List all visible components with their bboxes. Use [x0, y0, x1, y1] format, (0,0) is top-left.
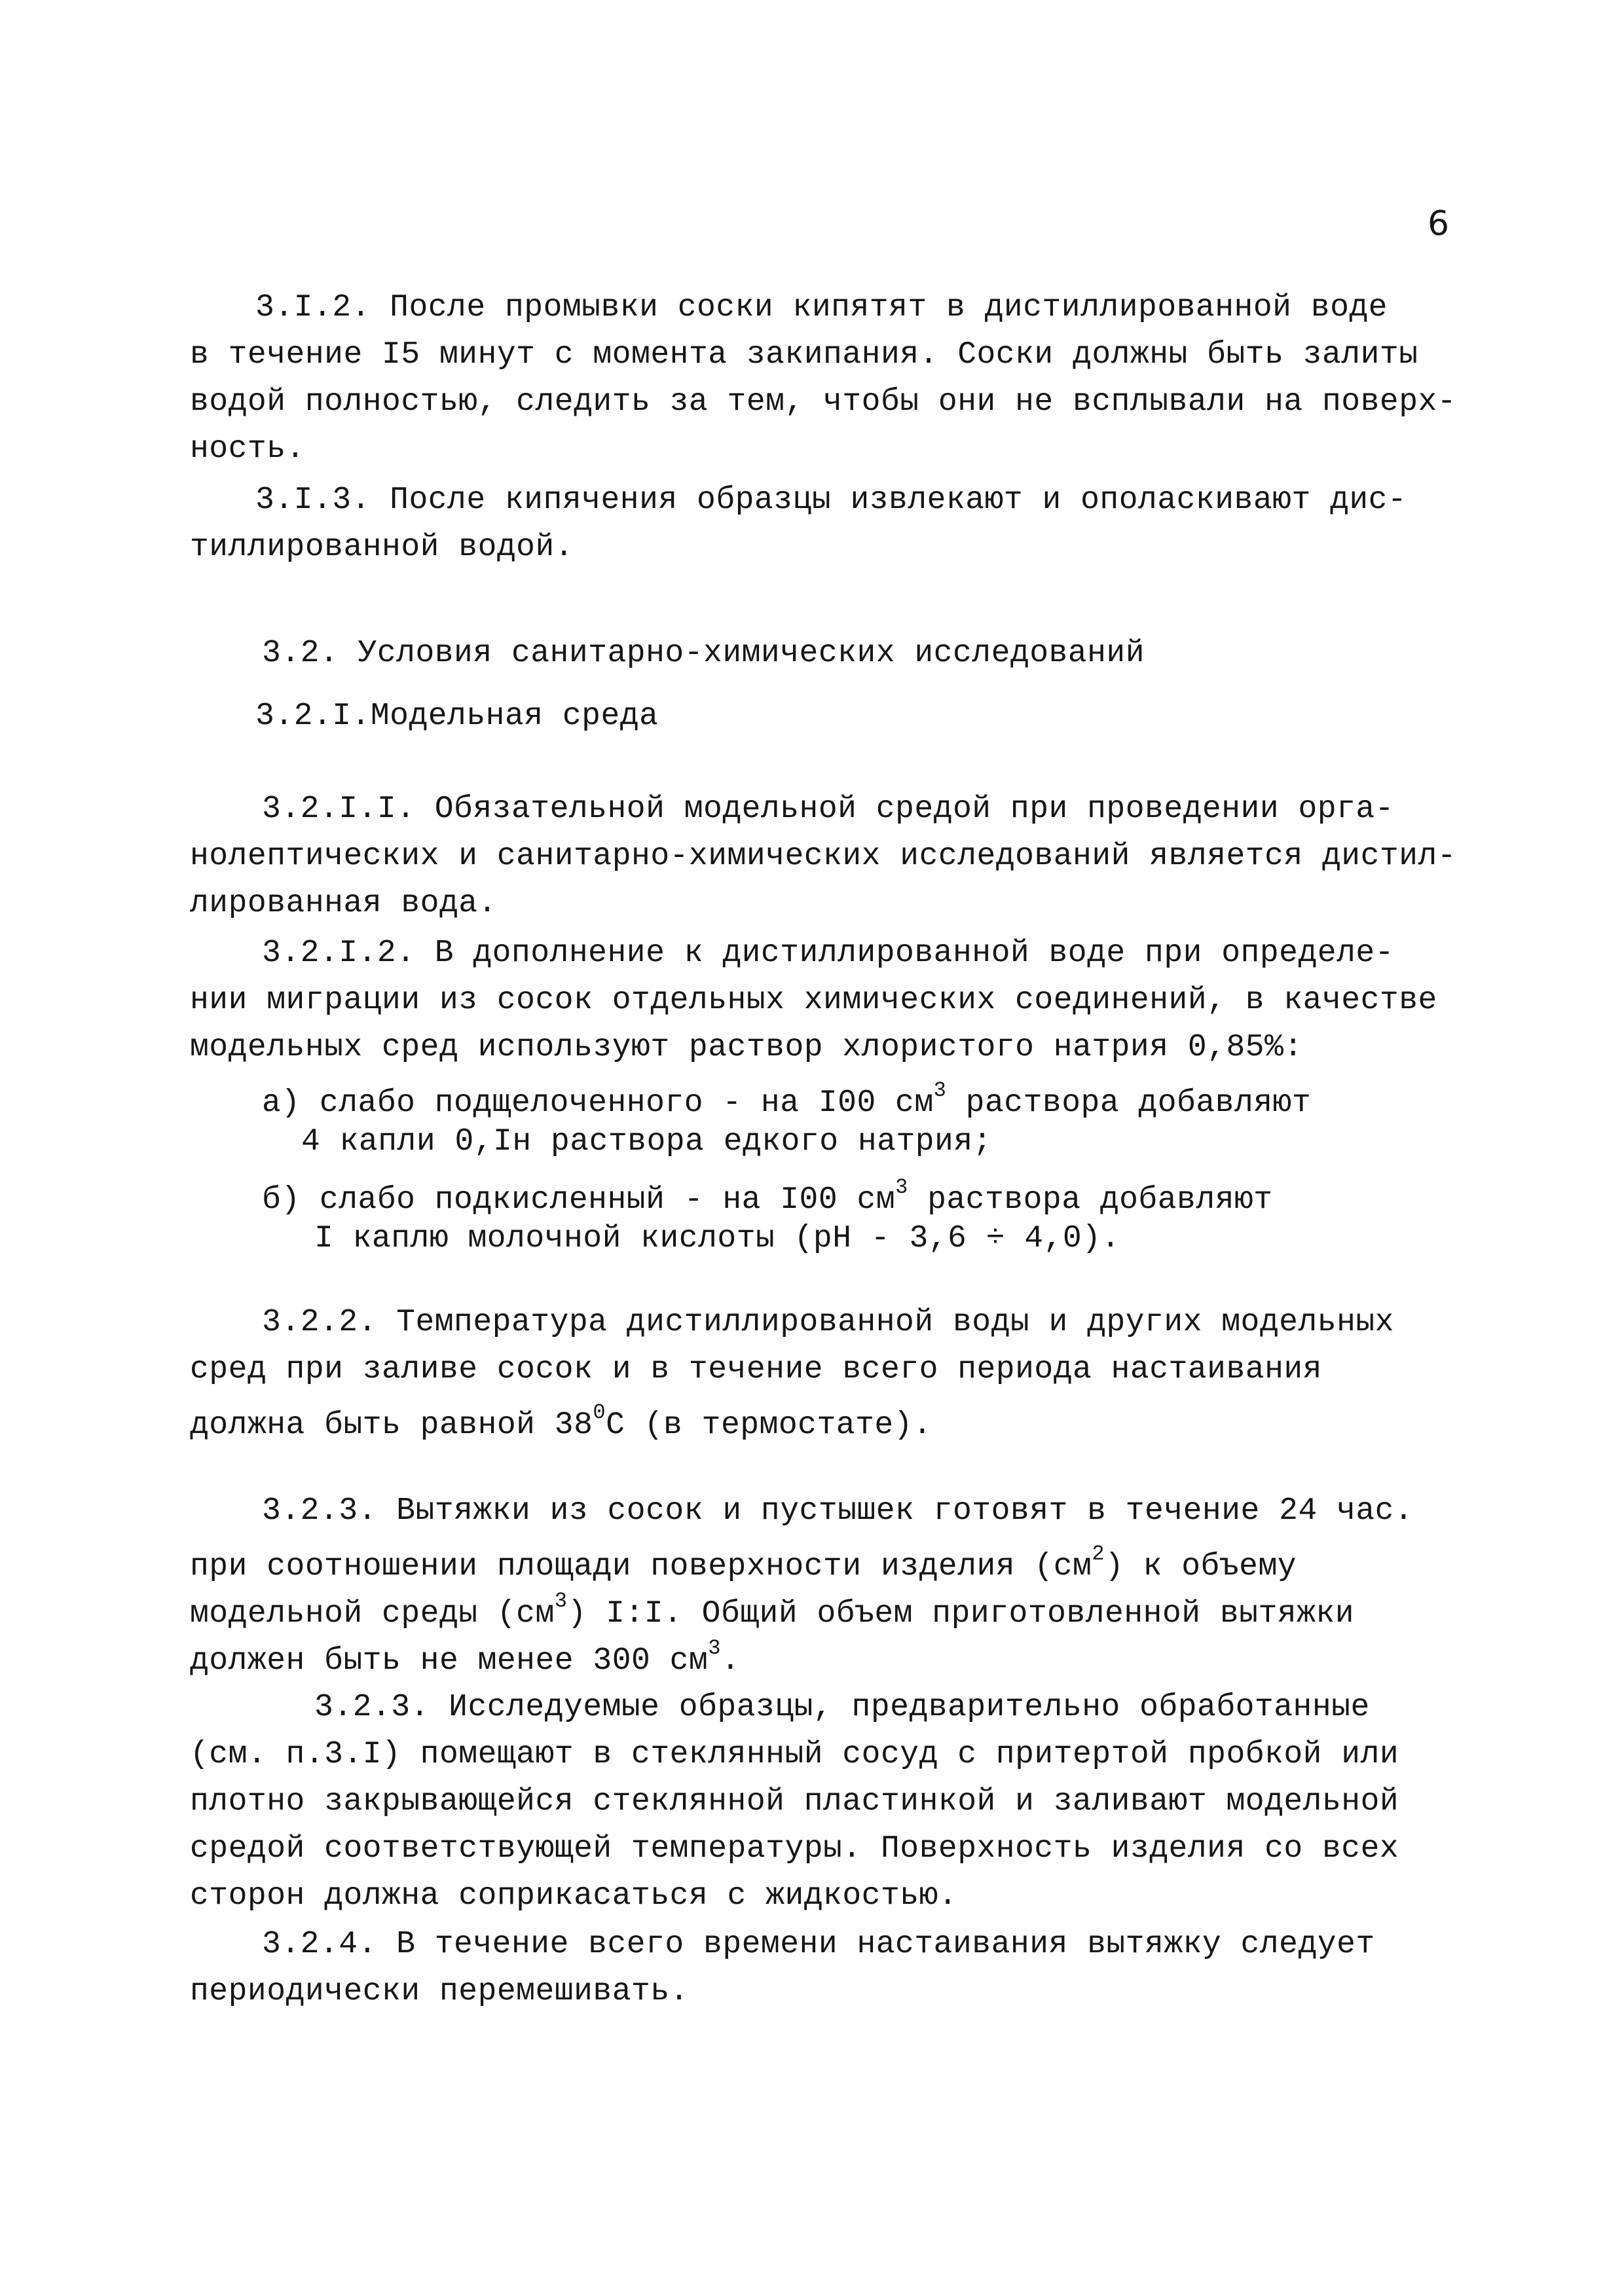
- text-line: [190, 1539, 1297, 1586]
- text-line: [190, 1397, 932, 1445]
- text-line: плотно закрывающейся стеклянной пластинкой и заливают модельной: [190, 1784, 1399, 1819]
- section-heading: 3.2. Условия санитарно-химических исследований: [262, 636, 1145, 671]
- superscript: 3: [554, 1589, 568, 1613]
- text-line: водой полностью, следить за тем, чтобы они не всплывали на поверх-: [190, 384, 1457, 420]
- text-line: средой соответствующей температуры. Поверхность изделия со всех: [190, 1831, 1399, 1867]
- text-fragment: должна быть равной 38: [190, 1408, 593, 1443]
- text-line: 3.2.3. Вытяжки из сосок и пустышек готовят в течение 24 час.: [262, 1493, 1414, 1529]
- text-line: 3.2.3. Исследуемые образцы, предварительно обработанные: [314, 1690, 1370, 1725]
- superscript: 2: [1092, 1542, 1105, 1566]
- text-line: (см. п.3.I) помещают в стеклянный сосуд с притертой пробкой или: [190, 1737, 1399, 1772]
- text-line: [190, 1633, 740, 1681]
- text-line: 3.2.2. Температура дистиллированной воды и других модельных: [262, 1305, 1394, 1340]
- text-line: 3.2.4. В течение всего времени настаивания вытяжку следует: [262, 1927, 1375, 1962]
- text-line: тиллированной водой.: [190, 530, 574, 565]
- list-item-b-text: б) слабо подкисленный - на I00 см: [262, 1182, 896, 1218]
- list-item-b: [262, 1172, 1273, 1220]
- text-line: 4 капли 0,Iн раствора едкого натрия;: [301, 1124, 992, 1159]
- page-number: 6: [1428, 204, 1450, 244]
- text-fragment: модельной среды (см: [190, 1596, 555, 1631]
- text-line: 3.I.3. После кипячения образцы извлекают и ополаскивают дис-: [255, 483, 1407, 518]
- list-item-a-text-end: раствора добавляют: [946, 1085, 1312, 1121]
- list-item-a: [262, 1075, 1311, 1123]
- text-line: I каплю молочной кислоты (рН - 3,6 ÷ 4,0).: [314, 1221, 1120, 1256]
- text-line: ность.: [190, 431, 305, 467]
- text-fragment: при соотношении площади поверхности изделия (см: [190, 1549, 1092, 1584]
- text-fragment: ) к объему: [1105, 1549, 1297, 1584]
- subsection-heading: 3.2.I.Модельная среда: [255, 699, 659, 734]
- superscript: 3: [708, 1636, 721, 1660]
- text-line: 3.2.I.2. В дополнение к дистиллированной воде при определе-: [262, 936, 1394, 971]
- list-item-b-text-end: раствора добавляют: [908, 1182, 1273, 1218]
- text-line: [190, 1586, 1354, 1633]
- text-line: периодически перемешивать.: [190, 1974, 689, 2009]
- superscript: 0: [593, 1400, 606, 1425]
- text-line: нолептических и санитарно-химических исследований является дистил-: [190, 839, 1457, 874]
- text-line: 3.I.2. После промывки соски кипятят в дистиллированной воде: [255, 290, 1388, 325]
- text-line: сторон должна соприкасаться с жидкостью.: [190, 1878, 958, 1914]
- text-line: лированная вода.: [190, 886, 497, 921]
- text-line: нии миграции из сосок отдельных химических соединений, в качестве: [190, 983, 1437, 1018]
- text-fragment: С (в термостате).: [606, 1408, 932, 1443]
- text-fragment: ) I:I. Общий объем приготовленной вытяжки: [567, 1596, 1354, 1631]
- text-fragment: должен быть не менее 300 см: [190, 1643, 709, 1679]
- superscript: 3: [895, 1175, 908, 1199]
- text-line: в течение I5 минут с момента закипания. Соски должны быть залиты: [190, 337, 1418, 373]
- text-line: модельных сред используют раствор хлористого натрия 0,85%:: [190, 1030, 1303, 1065]
- list-item-a-text: а) слабо подщелоченного - на I00 см: [262, 1085, 934, 1121]
- text-fragment: .: [720, 1643, 741, 1679]
- superscript: 3: [933, 1078, 947, 1102]
- text-line: сред при заливе сосок и в течение всего периода настаивания: [190, 1352, 1322, 1387]
- text-line: 3.2.I.I. Обязательной модельной средой при проведении орга-: [262, 792, 1394, 827]
